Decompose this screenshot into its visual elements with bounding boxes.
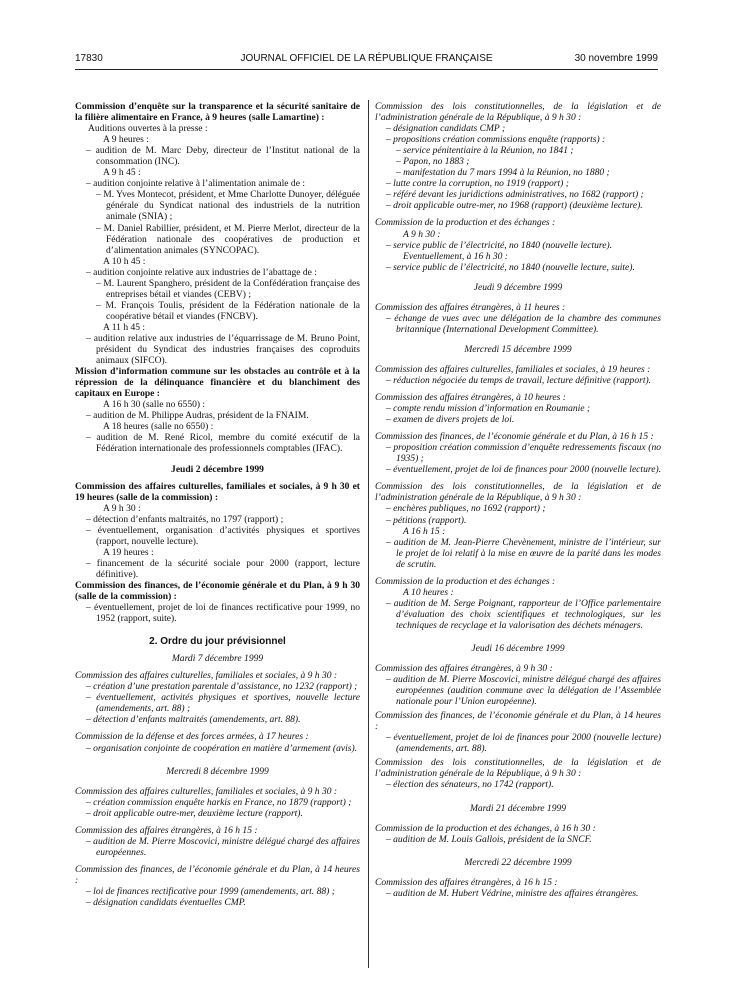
commission-heading: Commission des affaires étrangères, à 16 h 15 : <box>75 824 258 836</box>
agenda-item: – pétitions (rapport). <box>386 514 467 526</box>
commission-heading: Mission d’information commune sur les obstacles au contrôle et à la répression de la délinquance financière et du blanchiment des capitaux en Europe : <box>75 366 360 400</box>
commission-heading: Commission des lois constitutionnelles, de la législation et de l’administration générale de la République, à 9 h 30 : <box>375 101 661 124</box>
agenda-item: – audition conjointe relative à l’alimentation animale de : <box>86 178 305 190</box>
commission-heading: Commission des lois constitutionnelles, de la législation et de l’administration générale de la République, à 9 h 30 : <box>375 481 661 504</box>
agenda-item: – référé devant les juridictions administratives, no 1682 (rapport) ; <box>386 189 644 201</box>
agenda-item: – éventuellement, organisation d’activités physiques et sportives (rapport, nouvelle lecture). <box>86 524 360 547</box>
page-header <box>75 53 658 69</box>
agenda-item: – enchères publiques, no 1692 (rapport) ; <box>386 503 546 515</box>
commission-heading: Commission des affaires étrangères, à 11 heures : <box>375 301 566 313</box>
commission-heading: Commission des lois constitutionnelles, de la législation et de l’administration générale de la République, à 9 h 30 : <box>375 757 661 780</box>
agenda-item: – échange de vues avec une délégation de la chambre des communes britannique (International Development Committee). <box>386 312 661 335</box>
agenda-item: – service public de l’électricité, no 1840 (nouvelle lecture). <box>386 239 613 251</box>
day-heading: Mardi 21 décembre 1999 <box>469 802 567 814</box>
agenda-item: – éventuellement, activités physiques et sportives, nouvelle lecture (amendements, art. 88) ; <box>86 692 360 715</box>
text-line: Auditions ouvertes à la presse : <box>88 123 208 135</box>
commission-heading: Commission des finances, de l’économie générale et du Plan, à 14 heures : <box>375 710 661 733</box>
agenda-item: – audition de M. Serge Poignant, rapporteur de l’Office parlementaire d’évaluation des choix scientifiques et technologiques, sur les techniques de recyclage et la valorisation des déchets ménagers. <box>386 597 661 631</box>
time-heading: A 9 heures : <box>103 134 149 146</box>
day-heading: Jeudi 9 décembre 1999 <box>473 281 563 293</box>
commission-heading: Commission des affaires culturelles, familiales et sociales, à 9 h 30 et 19 heures (salle de la commission) : <box>75 480 360 503</box>
agenda-item: – élection des sénateurs, no 1742 (rapport). <box>386 779 554 791</box>
journal-title: JOURNAL OFFICIEL DE LA RÉPUBLIQUE FRANÇAISE <box>240 53 493 64</box>
agenda-subitem: – M. Yves Montecot, président, et Mme Charlotte Dunoyer, déléguée générale du Syndicat national des industriels de la nutrition animale (SNIA) ; <box>96 189 360 223</box>
commission-heading: Commission des affaires culturelles, familiales et sociales, à 9 h 30 : <box>75 670 338 682</box>
agenda-item: – détection d’enfants maltraités, no 1797 (rapport) ; <box>86 513 284 525</box>
commission-heading: Commission d’enquête sur la transparence et la sécurité sanitaire de la filière alimentaire en France, à 9 heures (salle Lamartine) : <box>75 101 360 124</box>
time-heading: A 10 heures : <box>403 586 454 598</box>
agenda-item: – éventuellement, projet de loi de finances pour 2000 (nouvelle lecture). <box>386 464 662 476</box>
agenda-item: – désignation candidats CMP ; <box>386 123 506 135</box>
agenda-item: – audition de M. Philippe Audras, président de la FNAIM. <box>86 410 309 422</box>
agenda-item: – service public de l’électricité, no 1840 (nouvelle lecture, suite). <box>386 261 635 273</box>
time-heading: A 9 h 30 : <box>103 502 141 514</box>
agenda-item: – audition de M. Jean-Pierre Chevènement, ministre de l’intérieur, sur le projet de loi relatif à la mise en œuvre de la parité dans les modes de scrutin. <box>386 536 661 570</box>
agenda-item: – audition de M. Louis Gallois, président de la SNCF. <box>386 833 592 845</box>
agenda-item: – loi de finances rectificative pour 1999 (amendements, art. 88) ; <box>86 886 335 897</box>
commission-heading: Commission de la défense et des forces armées, à 17 heures : <box>75 731 309 743</box>
agenda-item: – examen de divers projets de loi. <box>386 414 515 426</box>
agenda-item: – détection d’enfants maltraités (amendements, art. 88). <box>86 714 301 726</box>
agenda-item: – droit applicable outre-mer, no 1968 (rapport) (deuxième lecture). <box>386 200 643 212</box>
agenda-item: – audition de M. Pierre Moscovici, ministre délégué chargé des affaires européennes (audition commune avec la délégation de l’Assemblée nationale pour l’Union européenne). <box>386 674 661 708</box>
agenda-item: – désignation candidats éventuelles CMP. <box>86 897 246 909</box>
time-heading: A 10 h 45 : <box>103 255 146 267</box>
agenda-item: – audition de M. Marc Deby, directeur de l’Institut national de la consommation (INC). <box>86 145 360 168</box>
commission-heading: Commission de la production et des échanges : <box>375 575 556 587</box>
agenda-item: – propositions création commissions enquête (rapports) : <box>386 134 606 146</box>
time-heading: A 18 heures (salle no 6550) : <box>103 421 214 433</box>
column-divider <box>368 100 369 968</box>
time-heading: A 9 h 45 : <box>103 167 141 179</box>
agenda-item: – audition conjointe relative aux industries de l’abattage de : <box>86 266 317 278</box>
left-column <box>75 101 360 908</box>
agenda-subitem: – manifestation du 7 mars 1994 à la Réunion, no 1880 ; <box>396 167 610 179</box>
time-heading: A 19 heures : <box>103 546 154 558</box>
day-heading: Jeudi 16 décembre 1999 <box>471 642 565 654</box>
agenda-item: – audition de M. René Ricol, membre du comité exécutif de la Fédération internationale des professionnels comptables (IFAC). <box>86 432 360 455</box>
agenda-item: – lutte contre la corruption, no 1919 (rapport) ; <box>386 178 569 190</box>
commission-heading: Commission des finances, de l’économie générale et du Plan, à 14 heures : <box>75 863 360 886</box>
commission-heading: Commission des affaires étrangères, à 10 heures : <box>375 392 566 404</box>
commission-heading: Commission des finances, de l’économie générale et du Plan, à 16 h 15 : <box>375 431 654 443</box>
agenda-item: – éventuellement, projet de loi de finances rectificative pour 1999, no 1952 (rapport, suite). <box>86 602 360 625</box>
commission-heading: Commission de la production et des échanges : <box>375 217 556 229</box>
agenda-subitem: – M. François Toulis, président de la Fédération nationale de la coopérative bétail et viandes (FNCBV). <box>96 299 360 322</box>
agenda-item: – audition relative aux industries de l’équarrissage de M. Bruno Point, président du Syndicat des industries françaises des coproduits animaux (SIFCO). <box>86 332 360 367</box>
right-column <box>375 101 661 899</box>
day-heading: Mardi 7 décembre 1999 <box>171 653 264 665</box>
commission-heading: Commission des affaires culturelles, familiales et sociales, à 19 heures : <box>375 363 651 375</box>
commission-heading: Commission des affaires culturelles, familiales et sociales, à 9 h 30 : <box>75 785 338 797</box>
issue-date: 30 novembre 1999 <box>574 53 658 64</box>
agenda-item: – organisation conjointe de coopération en matière d’armement (avis). <box>86 742 358 754</box>
agenda-item: – audition de M. Hubert Védrine, ministre des affaires étrangères. <box>386 887 639 899</box>
page-number: 17830 <box>75 53 103 64</box>
agenda-subitem: – service pénitentiaire à la Réunion, no 1841 ; <box>396 145 574 157</box>
commission-heading: Commission des affaires étrangères, à 9 h 30 : <box>375 663 553 675</box>
day-heading: Mercredi 8 décembre 1999 <box>166 765 269 777</box>
commission-heading: Commission de la production et des échanges, à 16 h 30 : <box>375 822 596 834</box>
time-heading: A 9 h 30 : <box>403 228 441 240</box>
time-heading: A 16 h 15 : <box>403 525 446 537</box>
agenda-item: – proposition création commission d’enquête redressements fiscaux (no 1935) ; <box>386 442 661 465</box>
day-heading: Jeudi 2 décembre 1999 <box>171 463 264 475</box>
commission-heading: Commission des finances, de l’économie générale et du Plan, à 9 h 30 (salle de la commission) : <box>75 579 360 603</box>
day-heading: Mercredi 15 décembre 1999 <box>464 343 572 355</box>
agenda-item: – audition de M. Pierre Moscovici, ministre délégué chargé des affaires européennes. <box>86 835 360 858</box>
section-heading: 2. Ordre du jour prévisionnel <box>149 636 286 648</box>
agenda-subitem: – Papon, no 1883 ; <box>396 156 470 168</box>
time-heading: Eventuellement, à 16 h 30 : <box>403 250 508 262</box>
agenda-item: – droit applicable outre-mer, deuxième lecture (rapport). <box>86 807 303 819</box>
day-heading: Mercredi 22 décembre 1999 <box>464 856 572 868</box>
agenda-item: – création d’une prestation parentale d’assistance, no 1232 (rapport) ; <box>86 681 358 693</box>
agenda-item: – création commission enquête harkis en France, no 1879 (rapport) ; <box>86 796 352 808</box>
time-heading: A 16 h 30 (salle no 6550) : <box>103 399 206 411</box>
agenda-item: – financement de la sécurité sociale pour 2000 (rapport, lecture définitive). <box>86 557 360 580</box>
agenda-subitem: – M. Laurent Spanghero, président de la Confédération française des entreprises bétail et viandes (CEBV) ; <box>96 277 360 300</box>
header-rule <box>75 69 658 70</box>
agenda-item: – compte rendu mission d’information en Roumanie ; <box>386 403 591 415</box>
commission-heading: Commission des affaires étrangères, à 16 h 15 : <box>375 876 558 888</box>
time-heading: A 11 h 45 : <box>103 321 146 333</box>
agenda-subitem: – M. Daniel Rabillier, président, et M. Pierre Merlot, directeur de la Fédération nationale des coopératives de production et d’alimentation animales (SYNCOPAC). <box>96 222 360 256</box>
agenda-item: – éventuellement, projet de loi de finances pour 2000 (nouvelle lecture) (amendements, art. 88). <box>386 732 661 755</box>
agenda-item: – réduction négociée du temps de travail, lecture définitive (rapport). <box>386 374 652 386</box>
